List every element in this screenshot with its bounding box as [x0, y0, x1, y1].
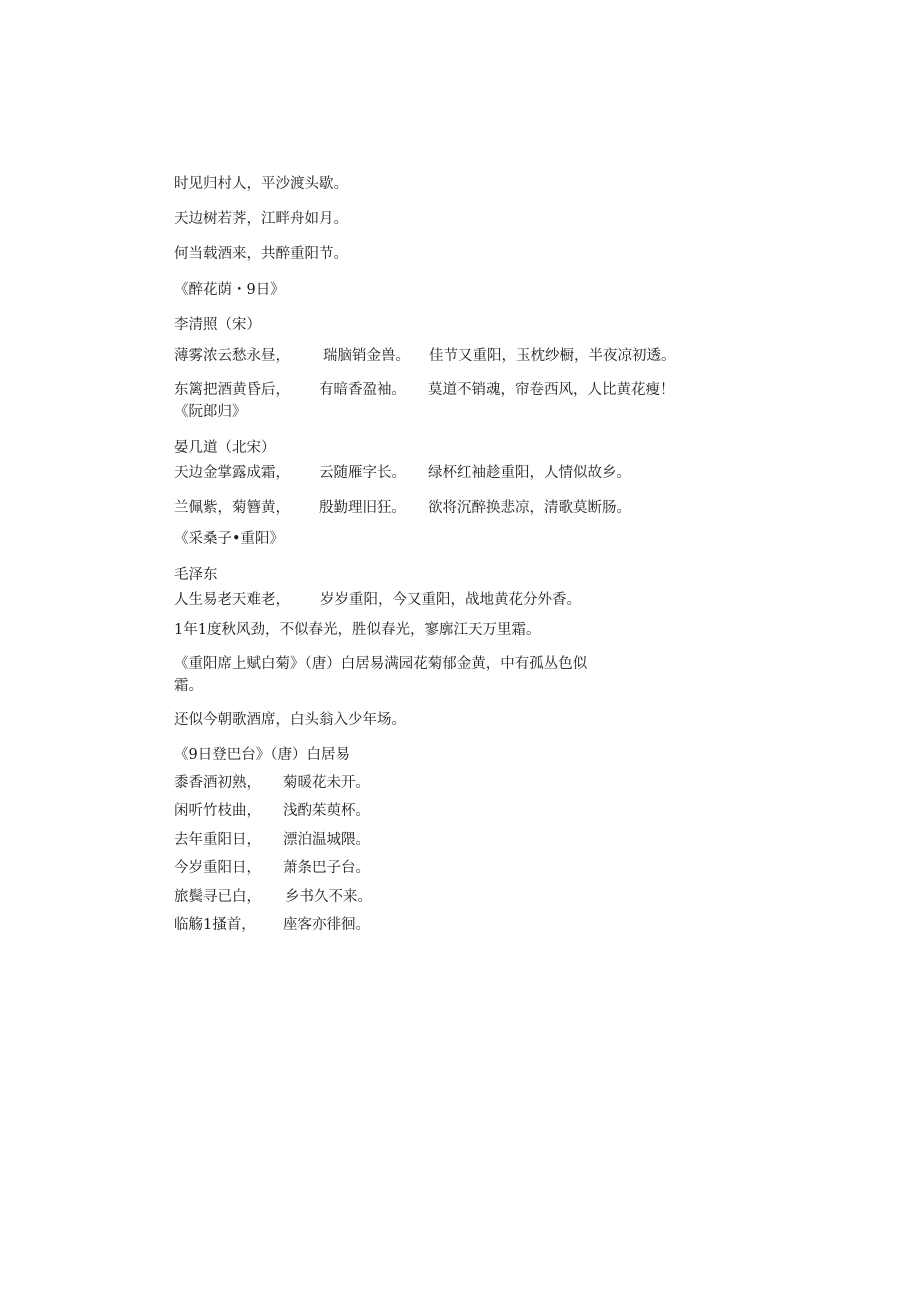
- poem-line: [174, 916, 474, 934]
- poem-phrase: 去年重阳日，: [174, 832, 261, 848]
- poem-phrase: 绿杯红袖趁重阳，人情似故乡。: [428, 465, 631, 481]
- poem-phrase: 有暗香盈袖。: [319, 382, 406, 398]
- poem-line: [174, 859, 474, 877]
- poem-phrase: 殷勤理旧狂。: [319, 500, 406, 516]
- poem-line: [174, 347, 734, 365]
- poem-title: 《醉花荫・9日》: [174, 282, 285, 298]
- poem-line: [174, 888, 474, 906]
- poem-phrase: 萧条巴子台。: [283, 860, 370, 876]
- poem-phrase: 浅酌茱萸杯。: [283, 803, 370, 819]
- poem-line: 时见归村人，平沙渡头歇。: [174, 176, 348, 192]
- poem-author: 晏几道（北宋）: [174, 440, 276, 456]
- poem-phrase: 闲听竹枝曲，: [174, 803, 261, 819]
- poem-line: 天边树若荠，江畔舟如月。: [174, 211, 348, 227]
- poem-line: [174, 464, 734, 482]
- poem-phrase: 欲将沉醉换悲凉，清歌莫断肠。: [428, 500, 631, 516]
- poem-line: [174, 774, 474, 792]
- poem-phrase: 旅鬓寻已白，: [174, 889, 261, 905]
- poem-line: 《重阳席上赋白菊》（唐）白居易满园花菊郁金黄，中有孤丛色似: [174, 656, 588, 672]
- poem-phrase: 岁岁重阳，今又重阳，战地黄花分外香。: [320, 592, 581, 608]
- poem-title: 《9日登巴台》（唐）白居易: [174, 747, 350, 763]
- poem-line: [174, 831, 474, 849]
- poem-phrase: 临觞1搔首，: [174, 917, 256, 933]
- poem-phrase: 漂泊温城隈。: [283, 832, 370, 848]
- poem-title: 《阮郎归》: [174, 404, 247, 420]
- poem-phrase: 云随雁字长。: [319, 465, 406, 481]
- poem-phrase: 佳节又重阳，玉枕纱橱，半夜凉初透。: [429, 348, 676, 364]
- poem-line: [174, 499, 734, 517]
- poem-phrase: 兰佩紫，菊簪黄，: [174, 500, 290, 516]
- poem-phrase: 瑞脑销金兽。: [323, 348, 410, 364]
- poem-phrase: 座客亦徘徊。: [283, 917, 370, 933]
- poem-phrase: 东篱把酒黄昏后，: [174, 382, 290, 398]
- poem-phrase: 天边金掌露成霜，: [174, 465, 290, 481]
- poem-author: 毛泽东: [174, 567, 218, 583]
- poem-line: 还似今朝歌酒席，白头翁入少年场。: [174, 712, 406, 728]
- poem-phrase: 人生易老天难老，: [174, 592, 290, 608]
- poem-line: [174, 591, 734, 609]
- poem-phrase: 乡书久不来。: [285, 889, 372, 905]
- poem-author: 李清照（宋）: [174, 317, 261, 333]
- poem-phrase: 今岁重阳日，: [174, 860, 261, 876]
- poem-title: 《采桑子•重阳》: [174, 531, 285, 547]
- poem-line: [174, 381, 734, 399]
- poem-phrase: 薄雾浓云愁永昼，: [174, 348, 290, 364]
- poem-line: 何当载酒来，共醉重阳节。: [174, 246, 348, 262]
- poem-line: [174, 802, 474, 820]
- poem-phrase: 莫道不销魂，帘卷西风，人比黄花瘦！: [428, 382, 675, 398]
- poem-phrase: 菊暖花未开。: [283, 775, 370, 791]
- poem-phrase: 黍香酒初熟，: [174, 775, 261, 791]
- poem-line: 1年1度秋风劲，不似春光，胜似春光，寥廓江天万里霜。: [174, 622, 541, 638]
- poem-line: 霜。: [174, 678, 203, 694]
